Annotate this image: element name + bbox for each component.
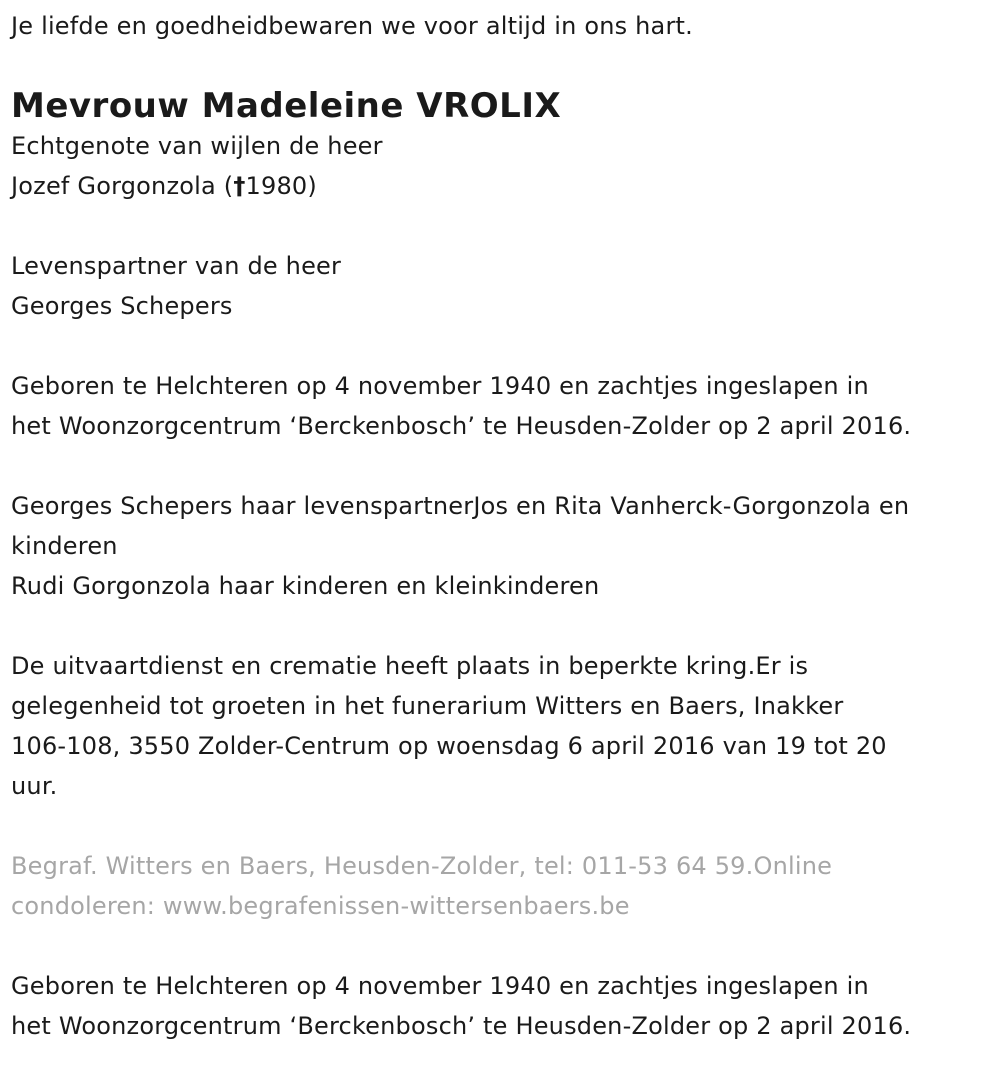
- deceased-name: Mevrouw Madeleine VROLIX: [11, 86, 562, 126]
- family-line-1: Georges Schepers haar levenspartnerJos en Rita Vanherck-Gorgonzola en: [11, 492, 910, 520]
- partner-line-2: Georges Schepers: [11, 292, 233, 320]
- spacer: [11, 926, 996, 966]
- birth-line-2: het Woonzorgcentrum ‘Berckenbosch’ te Heusden-Zolder op 2 april 2016.: [11, 412, 912, 440]
- spacer: [11, 206, 996, 246]
- service-line-3: 106-108, 3550 Zolder-Centrum op woensdag 6 april 2016 van 19 tot 20: [11, 732, 887, 760]
- family-line-3: Rudi Gorgonzola haar kinderen en kleinkinderen: [11, 572, 600, 600]
- funeral-home-line-1: Begraf. Witters en Baers, Heusden-Zolder, tel: 011-53 64 59.Online: [11, 852, 833, 880]
- partner-line-1: Levenspartner van de heer: [11, 252, 342, 280]
- service-line-4: uur.: [11, 772, 58, 800]
- spouse-line-2: [11, 166, 996, 206]
- family-line-2: kinderen: [11, 532, 118, 560]
- service-line-1: De uitvaartdienst en crematie heeft plaats in beperkte kring.Er is: [11, 652, 809, 680]
- birth-repeat-line-2: het Woonzorgcentrum ‘Berckenbosch’ te Heusden-Zolder op 2 april 2016.: [11, 1012, 912, 1040]
- intro-text: Je liefde en goedheidbewaren we voor altijd in ons hart.: [11, 12, 693, 40]
- spouse-name-prefix: Jozef Gorgonzola (: [11, 172, 234, 200]
- spacer: [11, 806, 996, 846]
- birth-line-1: Geboren te Helchteren op 4 november 1940 en zachtjes ingeslapen in: [11, 372, 869, 400]
- birth-repeat-line-1: Geboren te Helchteren op 4 november 1940 en zachtjes ingeslapen in: [11, 972, 869, 1000]
- cross-icon: †: [233, 172, 246, 200]
- spacer: [11, 606, 996, 646]
- spouse-line-1: Echtgenote van wijlen de heer: [11, 132, 383, 160]
- service-line-2: gelegenheid tot groeten in het funerarium Witters en Baers, Inakker: [11, 692, 844, 720]
- obituary-notice: [11, 0, 996, 1046]
- spouse-death-year: 1980): [245, 172, 317, 200]
- spacer: [11, 446, 996, 486]
- funeral-home-line-2: condoleren: www.begrafenissen-wittersenbaers.be: [11, 892, 630, 920]
- spacer: [11, 326, 996, 366]
